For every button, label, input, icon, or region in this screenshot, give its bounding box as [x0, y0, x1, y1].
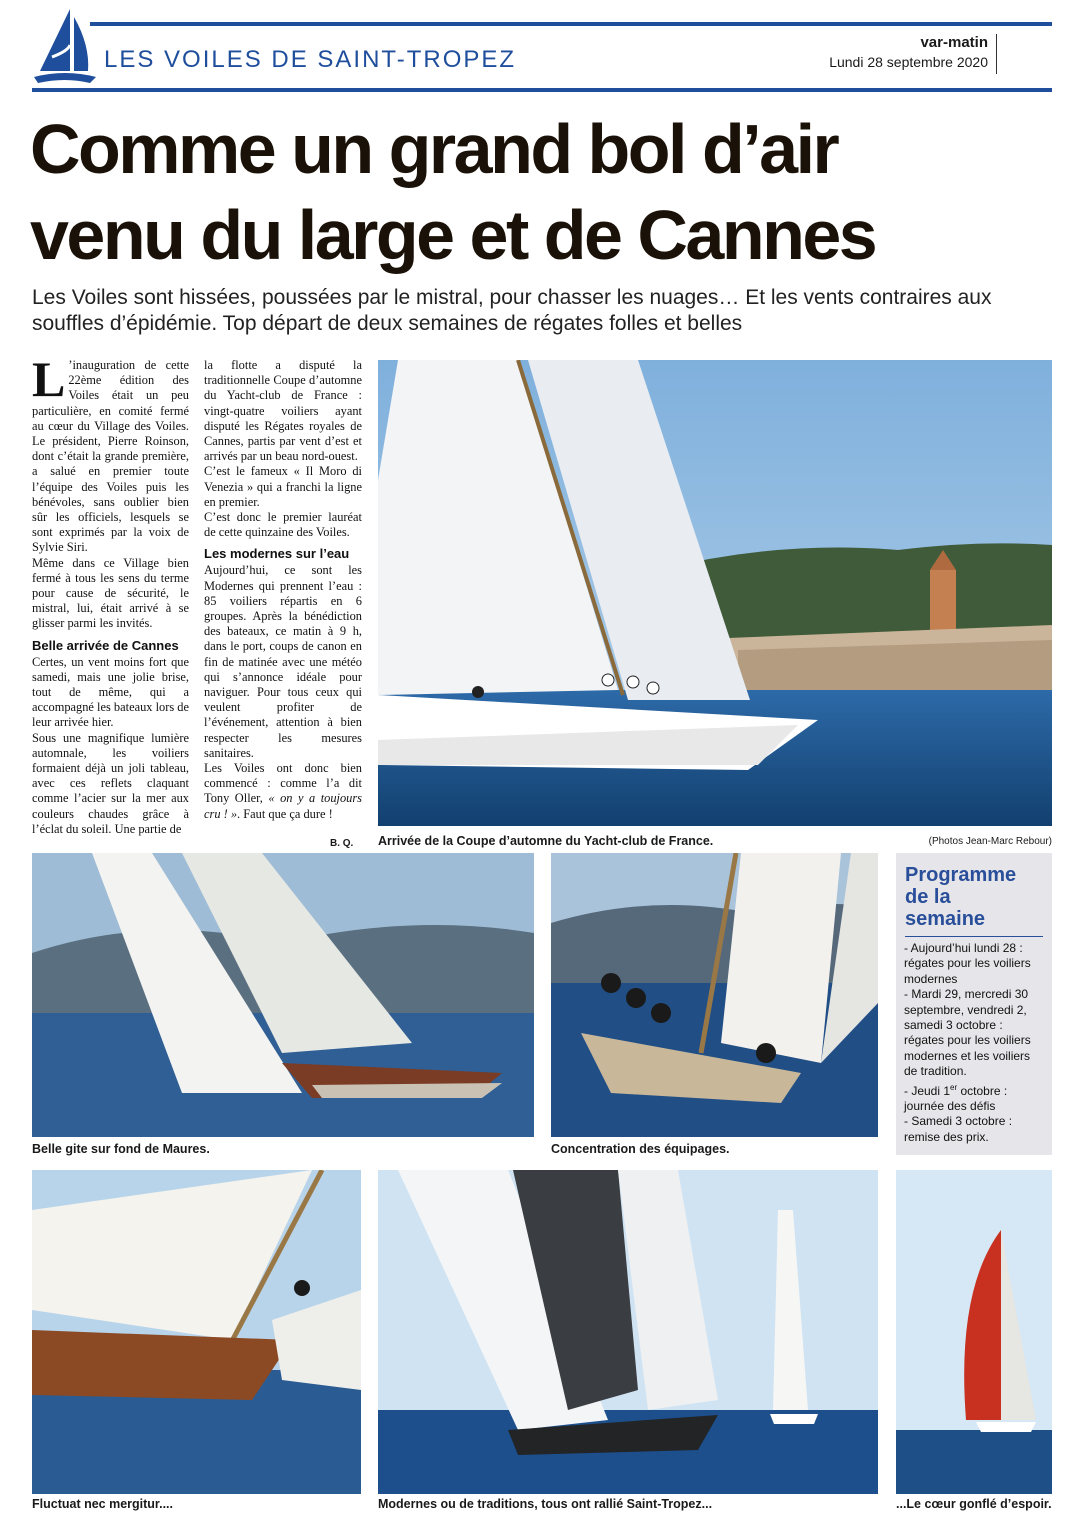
photo-gite	[32, 853, 534, 1137]
paragraph: Sous une magnifique lumière automnale, les voiliers formaient déjà un joli tableau, avec ces reflets claquant comme l’acier sur la mer aux couleurs chaudes grâce à l’éclat du soleil. Une partie de	[32, 730, 189, 836]
program-item-text: octobre : journée des défis	[904, 1083, 1008, 1114]
sailboat-logo-icon	[30, 5, 100, 90]
program-title-line: de la	[905, 886, 951, 908]
headline-line-1: Comme un grand bol d’air	[30, 110, 838, 188]
headline	[30, 106, 1060, 278]
article-column-1	[32, 351, 189, 837]
article-column-2	[204, 358, 362, 822]
paragraph	[204, 761, 362, 822]
program-divider	[905, 936, 1043, 937]
quote: « on y a toujours cru ! »	[204, 791, 363, 821]
paragraph-text: . Faut que ça dure !	[237, 806, 333, 821]
headline-line-2: venu du large et de Cannes	[30, 196, 876, 274]
subheading: Belle arrivée de Cannes	[32, 637, 179, 653]
program-item: - Samedi 3 octobre : remise des prix.	[904, 1114, 1013, 1144]
photo-spinnaker-caption: ...Le cœur gonflé d’espoir.	[896, 1497, 1052, 1511]
photo-modernes-caption: Modernes ou de traditions, tous ont rallié Saint-Tropez...	[378, 1497, 713, 1511]
main-photo-caption: Arrivée de la Coupe d’automne du Yacht-club de France.	[378, 834, 714, 848]
photo-spinnaker	[896, 1170, 1052, 1494]
program-title-line: Programme	[905, 864, 1017, 886]
header-bottom-rule	[32, 88, 1052, 92]
program-item	[904, 1080, 1046, 1115]
photo-fluctuat	[32, 1170, 361, 1494]
photo-gite-caption: Belle gite sur fond de Maures.	[32, 1142, 210, 1156]
program-item: - Mardi 29, mercredi 30 septembre, vendredi 2, samedi 3 octobre : régates pour les voiliers modernes et les voiliers de tradition.	[904, 987, 1031, 1079]
program-item-text: - Jeudi 1	[904, 1083, 951, 1098]
main-photo	[378, 360, 1052, 826]
byline: B. Q.	[330, 838, 354, 849]
paper-name: var-matin	[920, 34, 988, 51]
drop-cap: L	[32, 351, 66, 407]
paragraph: Aujourd’hui, ce sont les Modernes qui prennent l’eau : 85 voiliers répartis en 6 groupes. Après la bénédiction des bateaux, ce matin à 9 h, dans le port, coups de canon en fin de matinée avec une météo qui s’annonce idéale pour naviguer. Pour tous ceux qui veulent profiter de l’événement, attention à bien respecter les mesures sanitaires.	[204, 563, 362, 760]
paragraph: la flotte a disputé la traditionnelle Coupe d’automne du Yacht-club de France : vingt-quatre voiliers ayant disputé les Régates royales de Cannes, partis par vent d’est et arrivés par un beau nord-ouest.	[204, 358, 362, 464]
date-divider	[996, 34, 997, 74]
paragraph: C’est le fameux « Il Moro di Venezia » qui a franchi la ligne en premier.	[204, 464, 362, 509]
program-item: - Aujourd’hui lundi 28 : régates pour les voiliers modernes	[904, 941, 1031, 986]
program-title-line: semaine	[905, 908, 986, 930]
paragraph-text: Les Voiles ont donc bien commencé : comme l’a dit Tony Oller,	[204, 761, 362, 806]
program-item-sup: er	[950, 1082, 958, 1092]
paragraph: Même dans ce Village bien fermé à tous les sens du terme pour cause de sécurité, le mistral, lui, était arrivé à se glisser parmi les invités.	[32, 555, 189, 631]
header-top-rule	[90, 22, 1052, 26]
paragraph: C’est donc le premier lauréat de cette quinzaine des Voiles.	[204, 510, 362, 540]
subheading: Les modernes sur l’eau	[204, 546, 350, 562]
photo-equipages-caption: Concentration des équipages.	[551, 1142, 730, 1156]
article-deck: Les Voiles sont hissées, poussées par le mistral, pour chasser les nuages… Et les vents contraires aux souffles d’épidémie. Top départ de deux semaines de régates folles et belles	[32, 286, 992, 335]
photo-equipages	[551, 853, 878, 1137]
paragraph	[32, 351, 189, 556]
photo-fluctuat-caption: Fluctuat nec mergitur....	[32, 1497, 173, 1511]
program-list	[904, 941, 1046, 1145]
program-title	[905, 864, 1045, 930]
section-title: LES VOILES DE SAINT-TROPEZ	[104, 46, 517, 73]
paragraph-text: ’inauguration de cette 22ème édition des Voiles était un peu particulière, en comité fermé au cœur du Village des Voiles. Le président, Pierre Roinson, dont c’était la grande première, a salué en premier toute l’équipe des Voiles puis les bénévoles, sans oublier bien sûr les officiels, lesquels se sont exprimés par la voix de Sylvie Siri.	[32, 358, 189, 555]
photo-modernes	[378, 1170, 878, 1494]
photo-credit: (Photos Jean-Marc Rebour)	[928, 836, 1052, 847]
paragraph: Certes, un vent moins fort que samedi, mais une jolie brise, tout de même, qui a accompagné les bateaux lors de leur arrivée hier.	[32, 654, 189, 730]
paper-date: Lundi 28 septembre 2020	[829, 54, 988, 70]
